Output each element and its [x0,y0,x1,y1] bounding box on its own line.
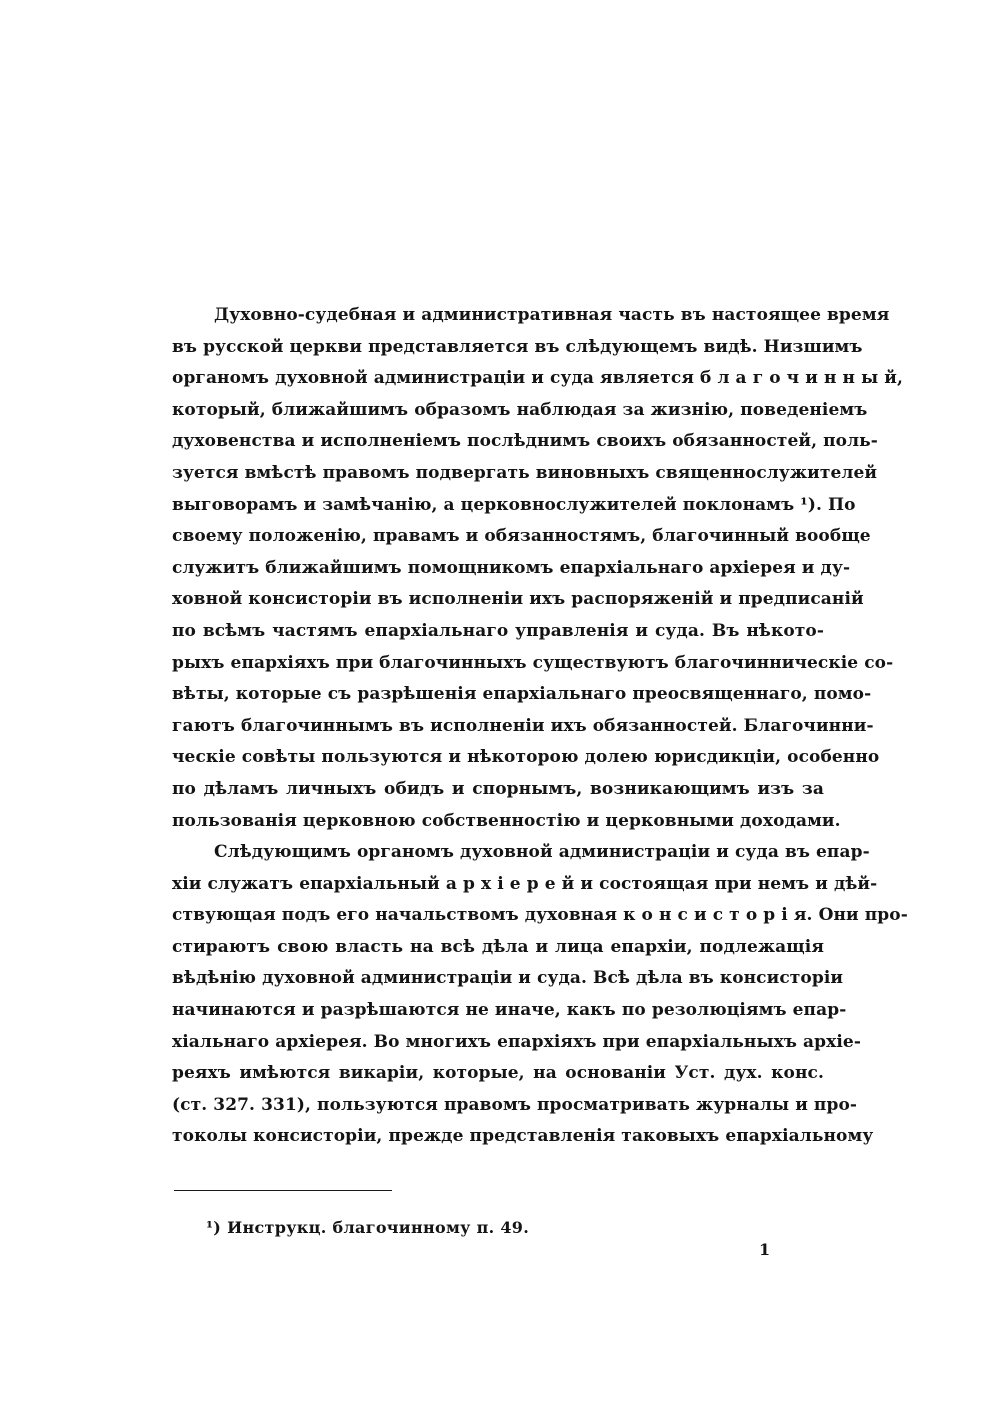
text-line: органомъ духовной администраціи и суда является б л а г о ч и н н ы й, [172,368,903,389]
text-line: пользованія церковною собственностію и церковными доходами. [172,810,841,831]
text-line: (ст. 327. 331), пользуются правомъ просматривать журналы и про- [172,1094,858,1115]
text-line: Слѣдующимъ органомъ духовной администраціи и суда въ епар- [214,842,870,863]
text-line: своему положенію, правамъ и обязанностямъ, благочинный вообще [172,526,871,547]
text-line: выговорамъ и замѣчанію, а церковнослужителей поклонамъ ¹). По [172,494,856,515]
text-line: вѣты, которые съ разрѣшенія епархіальнаго преосвященнаго, помо- [172,684,872,705]
footnote [206,1218,529,1237]
text-line: по всѣмъ частямъ епархіальнаго управленія и суда. Въ нѣкото- [172,620,824,641]
footnote-text: Инструкц. благочинному п. 49. [227,1218,530,1237]
text-line: рыхъ епархіяхъ при благочинныхъ существуютъ благочинническіе со- [172,652,894,673]
text-line: въ русской церкви представляется въ слѣдующемъ видѣ. Низшимъ [172,336,863,357]
text-line: Духовно-судебная и административная часть въ настоящее время [214,305,890,325]
text-line: ствующая подъ его начальствомъ духовная к о н с и с т о р і я. Они про- [172,905,908,926]
signature-mark: 1 [759,1240,771,1259]
text-line: зуется вмѣстѣ правомъ подвергать виновныхъ священнослужителей [172,462,878,483]
text-line: хіи служатъ епархіальный а р х і е р е й и состоящая при немъ и дѣй- [172,873,878,894]
body-text [172,300,908,1153]
text-line: духовенства и исполненіемъ послѣднимъ своихъ обязанностей, поль- [172,431,878,452]
footnote-rule [174,1190,392,1191]
text-line: ческіе совѣты пользуются и нѣкоторою долею юрисдикціи, особенно [172,747,880,768]
text-line: начинаются и разрѣшаются не иначе, какъ по резолюціямъ епар- [172,1000,847,1021]
text-line: служитъ ближайшимъ помощникомъ епархіальнаго архіерея и ду- [172,557,851,578]
text-line: стираютъ свою власть на всѣ дѣла и лица епархіи, подлежащія [172,936,824,957]
text-line: хіальнаго архіерея. Во многихъ епархіяхъ при епархіальныхъ архіе- [172,1031,861,1052]
footnote-marker: ¹) [206,1218,222,1237]
text-line: гаютъ благочиннымъ въ исполненіи ихъ обязанностей. Благочинни- [172,715,874,736]
text-line: который, ближайшимъ образомъ наблюдая за жизнію, поведеніемъ [172,399,868,420]
text-line: реяхъ имѣются викаріи, которые, на основаніи Уст. дух. конс. [172,1063,824,1084]
text-line: токолы консисторіи, прежде представленія таковыхъ епархіальному [172,1126,874,1147]
text-line: ховной консисторіи въ исполненіи ихъ распоряженій и предписаній [172,589,864,610]
text-line: по дѣламъ личныхъ обидъ и спорнымъ, возникающимъ изъ за [172,778,824,799]
text-line: вѣдѣнію духовной администраціи и суда. Всѣ дѣла въ консисторіи [172,968,844,989]
